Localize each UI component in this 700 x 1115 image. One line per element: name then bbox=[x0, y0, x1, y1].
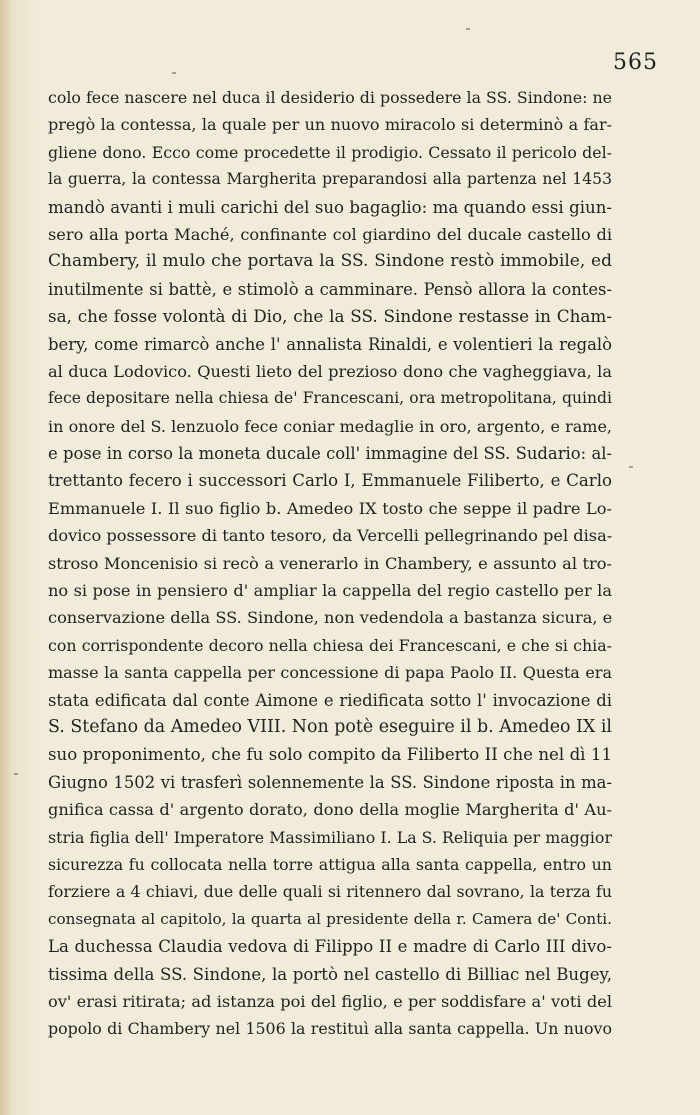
text-line: pregò la contessa, la quale per un nuovo miracolo si determinò a far- bbox=[48, 115, 612, 135]
text-line: Giugno 1502 vi trasferì solennemente la SS. Sindone riposta in ma- bbox=[48, 772, 612, 792]
text-line: stroso Moncenisio si recò a venerarlo in Chambery, e assunto al tro- bbox=[48, 553, 612, 573]
text-line: masse la santa cappella per concessione di papa Paolo II. Questa era bbox=[48, 663, 612, 683]
text-line: ov' erasi ritirata; ad istanza poi del figlio, e per soddisfare a' voti del bbox=[48, 991, 612, 1011]
text-line: tissima della SS. Sindone, la portò nel castello di Billiac nel Bugey, bbox=[48, 964, 612, 984]
text-line: conservazione della SS. Sindone, non vedendola a bastanza sicura, e bbox=[48, 608, 612, 628]
speck-mark bbox=[629, 466, 633, 468]
text-line: dovico possessore di tanto tesoro, da Vercelli pellegrinando pel disa- bbox=[48, 526, 612, 546]
text-line: S. Stefano da Amedeo VIII. Non potè eseguire il b. Amedeo IX il bbox=[48, 716, 612, 737]
text-line: popolo di Chambery nel 1506 la restituì alla santa cappella. Un nuovo bbox=[48, 1019, 612, 1039]
text-line: sa, che fosse volontà di Dio, che la SS. Sindone restasse in Cham- bbox=[48, 306, 612, 327]
page-spine-shadow bbox=[0, 0, 12, 1115]
text-line: mandò avanti i muli carichi del suo bagaglio: ma quando essi giun- bbox=[48, 197, 612, 217]
text-line: consegnata al capitolo, la quarta al presidente della r. Camera de' Conti. bbox=[48, 909, 612, 928]
speck-mark bbox=[466, 28, 470, 30]
text-line: no si pose in pensiero d' ampliar la cappella del regio castello per la bbox=[48, 581, 612, 601]
speck-mark bbox=[172, 72, 176, 74]
page-number: 565 bbox=[613, 50, 658, 75]
body-text bbox=[48, 84, 612, 1043]
text-line: in onore del S. lenzuolo fece coniar medaglie in oro, argento, e rame, bbox=[48, 416, 612, 436]
text-line: fece depositare nella chiesa de' Francescani, ora metropolitana, quindi bbox=[48, 389, 612, 408]
text-line: gliene dono. Ecco come procedette il prodigio. Cessato il pericolo del- bbox=[48, 142, 612, 162]
text-line: colo fece nascere nel duca il desiderio di possedere la SS. Sindone: ne bbox=[48, 88, 612, 107]
text-line: gnifica cassa d' argento dorato, dono della moglie Margherita d' Au- bbox=[48, 800, 612, 820]
text-line: con corrispondente decoro nella chiesa dei Francescani, e che si chia- bbox=[48, 635, 612, 655]
text-line: stria figlia dell' Imperatore Massimiliano I. La S. Reliquia per maggior bbox=[48, 827, 612, 847]
text-line: la guerra, la contessa Margherita preparandosi alla partenza nel 1453 bbox=[48, 170, 612, 189]
text-line: Emmanuele I. Il suo figlio b. Amedeo IX tosto che seppe il padre Lo- bbox=[48, 498, 612, 518]
text-line: sicurezza fu collocata nella torre attigua alla santa cappella, entro un bbox=[48, 854, 612, 874]
text-line: forziere a 4 chiavi, due delle quali si ritennero dal sovrano, la terza fu bbox=[48, 882, 612, 902]
text-line: sero alla porta Maché, confinante col giardino del ducale castello di bbox=[48, 224, 612, 244]
text-line: trettanto fecero i successori Carlo I, Emmanuele Filiberto, e Carlo bbox=[48, 471, 612, 491]
text-line: stata edificata dal conte Aimone e riedificata sotto l' invocazione di bbox=[48, 690, 612, 710]
text-line: suo proponimento, che fu solo compito da Filiberto II che nel dì 11 bbox=[48, 745, 612, 765]
text-line: inutilmente si battè, e stimolò a camminare. Pensò allora la contes- bbox=[48, 279, 612, 299]
text-line: bery, come rimarcò anche l' annalista Rinaldi, e volentieri la regalò bbox=[48, 334, 612, 354]
speck-mark bbox=[14, 773, 18, 775]
text-line: Chambery, il mulo che portava la SS. Sindone restò immobile, ed bbox=[48, 251, 612, 272]
text-line: La duchessa Claudia vedova di Filippo II e madre di Carlo III divo- bbox=[48, 937, 612, 957]
text-line: e pose in corso la moneta ducale coll' immagine del SS. Sudario: al- bbox=[48, 444, 612, 464]
text-line: al duca Lodovico. Questi lieto del prezioso dono che vagheggiava, la bbox=[48, 361, 612, 381]
